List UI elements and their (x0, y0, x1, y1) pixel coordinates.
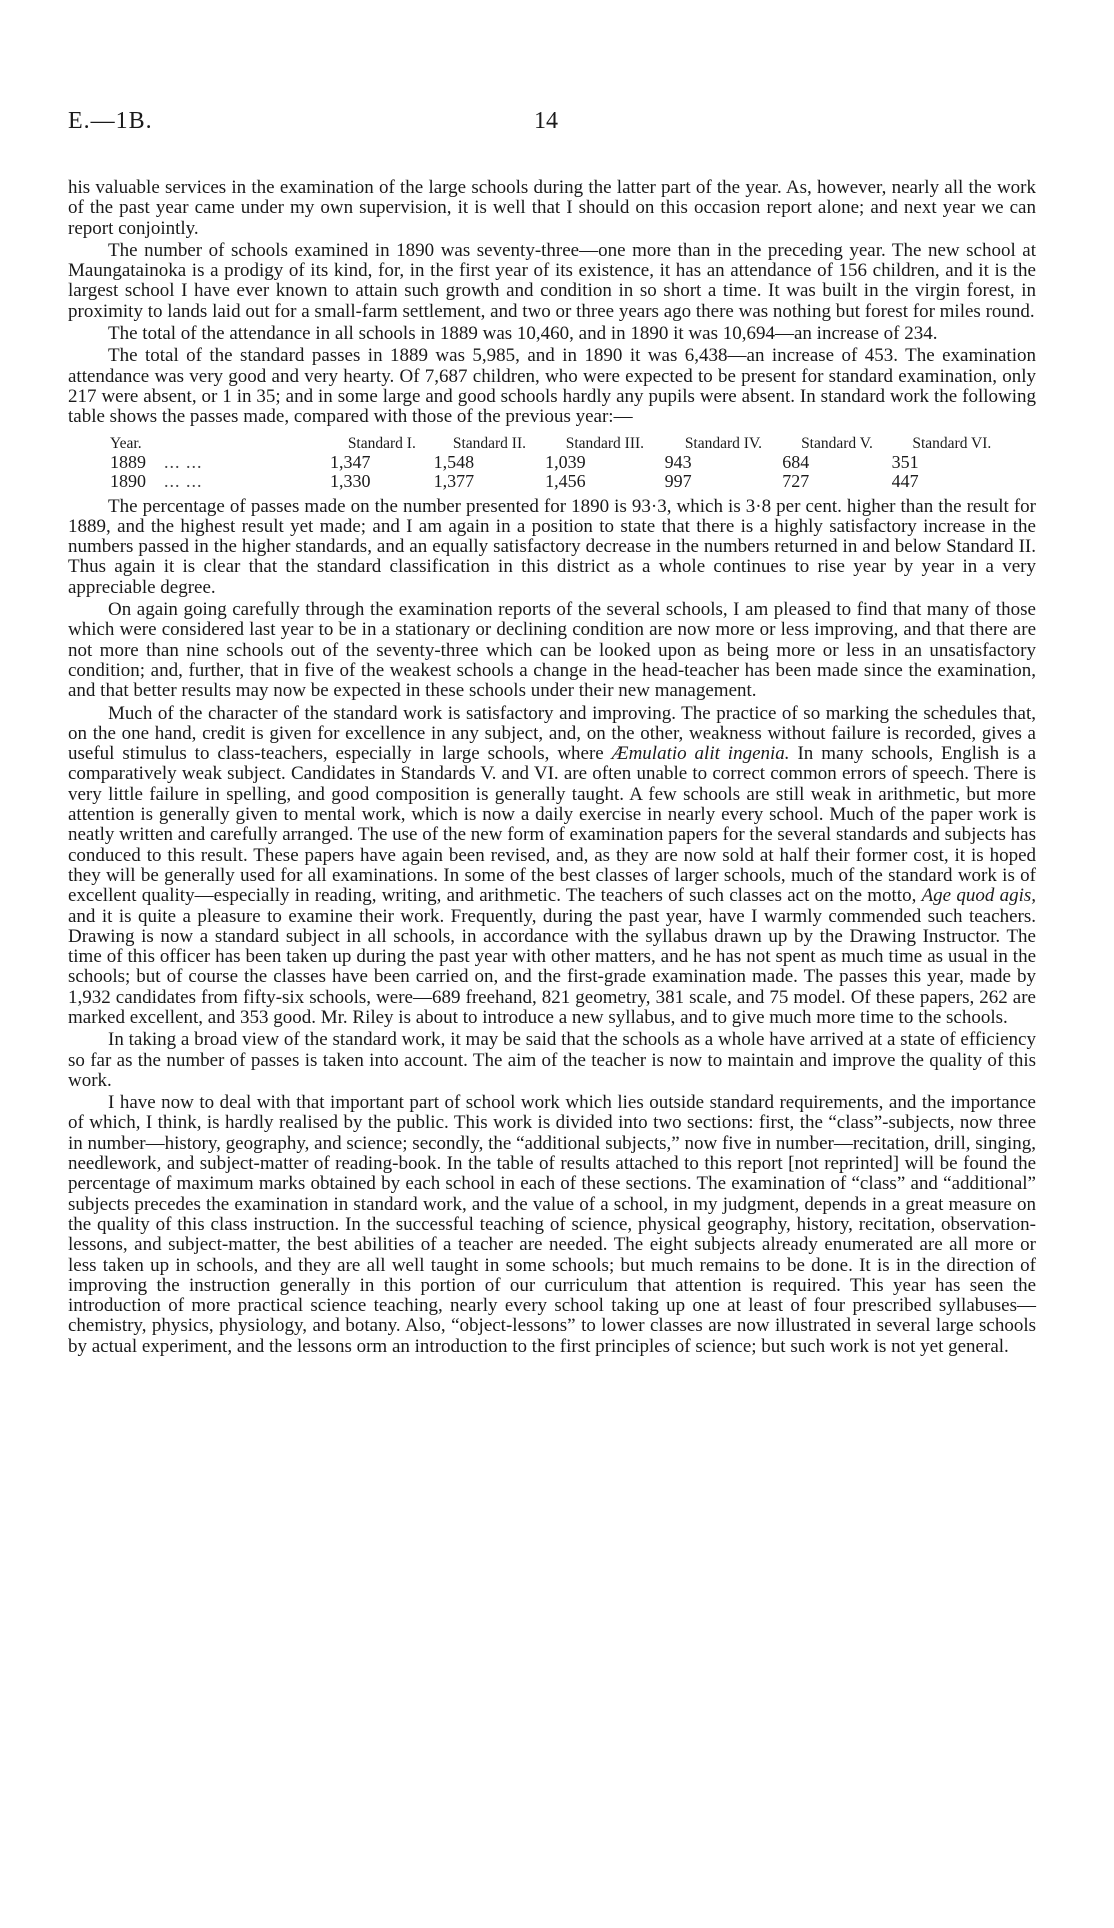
paragraph: his valuable services in the examination of the large schools during the latter part of the year. As, however, nearly all the work of the past year came under my own supervision, it is well that I should on this occasion report alone; and next year we can report conjointly. (68, 177, 1036, 239)
paragraph: The number of schools examined in 1890 was seventy-three—one more than in the preceding year. The new school at Maungatainoka is a prodigy of its kind, for, in the first year of its existence, it has an attendance of 156 children, and it is the largest school I have ever known to attain such growth and condition in so short a time. It was built in the virgin forest, in proximity to lands laid out for a small-farm settlement, and two or three years ago there was nothing but forest for miles round. (68, 239, 1036, 322)
table-cell: 447 (891, 470, 919, 491)
document-reference: E.—1B. (68, 108, 153, 134)
paragraph: On again going carefully through the examination reports of the several schools, I am pleased to find that many of those which were considered last year to be in a stationary or declining condition are now more or less improving, and that there are not more than nine schools out of the seventy-three which can be looked upon as being more or less in an unsatisfactory condition; and, further, that in five of the weakest schools a change in the head-teacher has been made since the examination, and that better results may now be expected in these schools under their new management. (68, 599, 1036, 702)
table-row (68, 453, 1012, 472)
column-header: Standard V. (801, 434, 873, 452)
column-header: Year. (110, 434, 142, 452)
table-row (68, 472, 1012, 491)
table-cell: 1,039 (545, 451, 586, 472)
year-cell: 1889 (110, 451, 146, 472)
column-header: Standard III. (565, 434, 645, 452)
paragraph: In taking a broad view of the standard work, it may be said that the schools as a whole have arrived at a state of efficiency so far as the number of passes is taken into account. The aim of the teacher is now to maintain and improve the quality of this work. (68, 1029, 1036, 1091)
paragraph: The total of the standard passes in 1889 was 5,985, and in 1890 it was 6,438—an increase of 453. The examination attendance was very good and very hearty. Of 7,687 children, who were expected to be present for standard examination, only 217 were absent, or 1 in 35; and in some large and good schools hardly any pupils were absent. In standard work the following table shows the passes made, compared with those of the previous year:— (68, 345, 1036, 428)
table-cell: 1,347 (330, 451, 371, 472)
table-cell: 1,377 (433, 470, 475, 491)
standard-passes-table (68, 435, 1036, 491)
page-number: 14 (534, 108, 558, 134)
table-cell: 727 (782, 470, 810, 491)
page-header (68, 108, 1036, 148)
column-header: Standard II. (452, 434, 526, 452)
column-header: Standard IV. (684, 434, 763, 452)
report-body (68, 178, 1036, 1357)
latin-phrase: Æmulatio alit ingenia. (611, 743, 790, 765)
paragraph: The percentage of passes made on the number presented for 1890 is 93·3, which is 3·8 per cent. higher than the result for 1889, and the highest result yet made; and I am again in a position to state that there is a highly satisfactory increase in the numbers passed in the higher standards, and an equally satisfactory decrease in the numbers returned in and below Standard II. Thus again it is clear that the standard classification in this district as a whole continues to rise year by year in a very appreciable degree. (68, 495, 1036, 598)
paragraph: The total of the attendance in all schools in 1889 was 10,460, and in 1890 it was 10,694—an increase of 234. (108, 323, 938, 345)
latin-phrase: Age quod agis, (921, 885, 1036, 907)
table-cell: 997 (664, 470, 692, 491)
table-cell: 1,456 (545, 470, 586, 491)
table-cell: 684 (782, 451, 810, 472)
table-cell: 1,330 (330, 470, 371, 491)
paragraph-standard-work: Much of the character of the standard work is satisfactory and improving. The practice of so marking the schedules that, on the one hand, credit is given for excellence in any subject, and, on the other, weakness without failure is recorded, gives a useful stimulus to class-teachers, especially in large schools, where Æmulatio alit ingenia. In many schools, English is a comparatively weak subject. Candidates in Standards V. and VI. are often unable to correct common errors of speech. There is very little failure in spelling, and good composition is generally taught. A few schools are still weak in arithmetic, but more attention is generally given to mental work, which is now a daily exercise in nearly every school. Much of the paper work is neatly written and carefully arranged. The use of the new form of examination papers for the several standards and subjects has conduced to this result. These papers have again been revised, and, as they are now sold at half their former cost, it is hoped they will be generally used for all examinations. In some of the best classes of larger schools, much of the standard work is of excellent quality—especially in reading, writing, and arithmetic. The teachers of such classes act on the motto, Age quod agis, and it is quite a pleasure to examine their work. Frequently, during the past year, have I warmly commended such teachers. Drawing is now a standard subject in all schools, in accordance with the syllabus drawn up by the Drawing Instructor. The time of this officer has been taken up during the past year with other matters, and he has not spent as much time as usual in the schools; but of course the classes have been carried on, and the first-grade examination made. The passes this year, made by 1,932 candidates from fifty-six schools, were—689 freehand, 821 geometry, 381 scale, and 75 model. Of these papers, 262 are marked excellent, and 353 good. Mr. Riley is about to introduce a new syllabus, and to give much more time to the schools. (68, 702, 1037, 1028)
year-cell: 1890 (110, 470, 146, 491)
document-page (68, 108, 1036, 1357)
table-cell: 351 (891, 451, 919, 472)
dot-leader: ... ... (164, 451, 203, 472)
dot-leader: ... ... (164, 470, 203, 491)
paragraph: I have now to deal with that important part of school work which lies outside standard requirements, and the importance of which, I think, is hardly realised by the public. This work is divided into two sections: first, the “class”-subjects, now three in number—history, geography, and science; secondly, the “additional subjects,” now five in number—recitation, drill, singing, needlework, and subject-matter of reading-book. In the table of results attached to this report [not reprinted] will be found the percentage of maximum marks obtained by each school in each of these sections. The examination of “class” and “additional” subjects precedes the examination in standard work, and the value of a school, in my judgment, depends in a great measure on the quality of this class instruction. In the successful teaching of science, physical geography, history, recitation, observation-lessons, and subject-matter, the best abilities of a teacher are needed. The eight subjects already enumerated are all more or less taken up in schools, and they are all well taught in some schools; but much remains to be done. It is in the direction of improving the instruction generally in this portion of our curriculum that attention is required. This year has seen the introduction of more practical science teaching, nearly every school taking up one at least of four prescribed syllabuses—chemistry, physics, physiology, and botany. Also, “object-lessons” to lower classes are now illustrated in several large schools by actual experiment, and the lessons orm an introduction to the first principles of science; but such work is not yet general. (68, 1092, 1036, 1357)
table-header-row (68, 435, 1012, 453)
column-header: Standard I. (347, 434, 416, 452)
column-header: Standard VI. (912, 434, 992, 452)
table-cell: 1,548 (433, 451, 475, 472)
table-cell: 943 (664, 451, 692, 472)
